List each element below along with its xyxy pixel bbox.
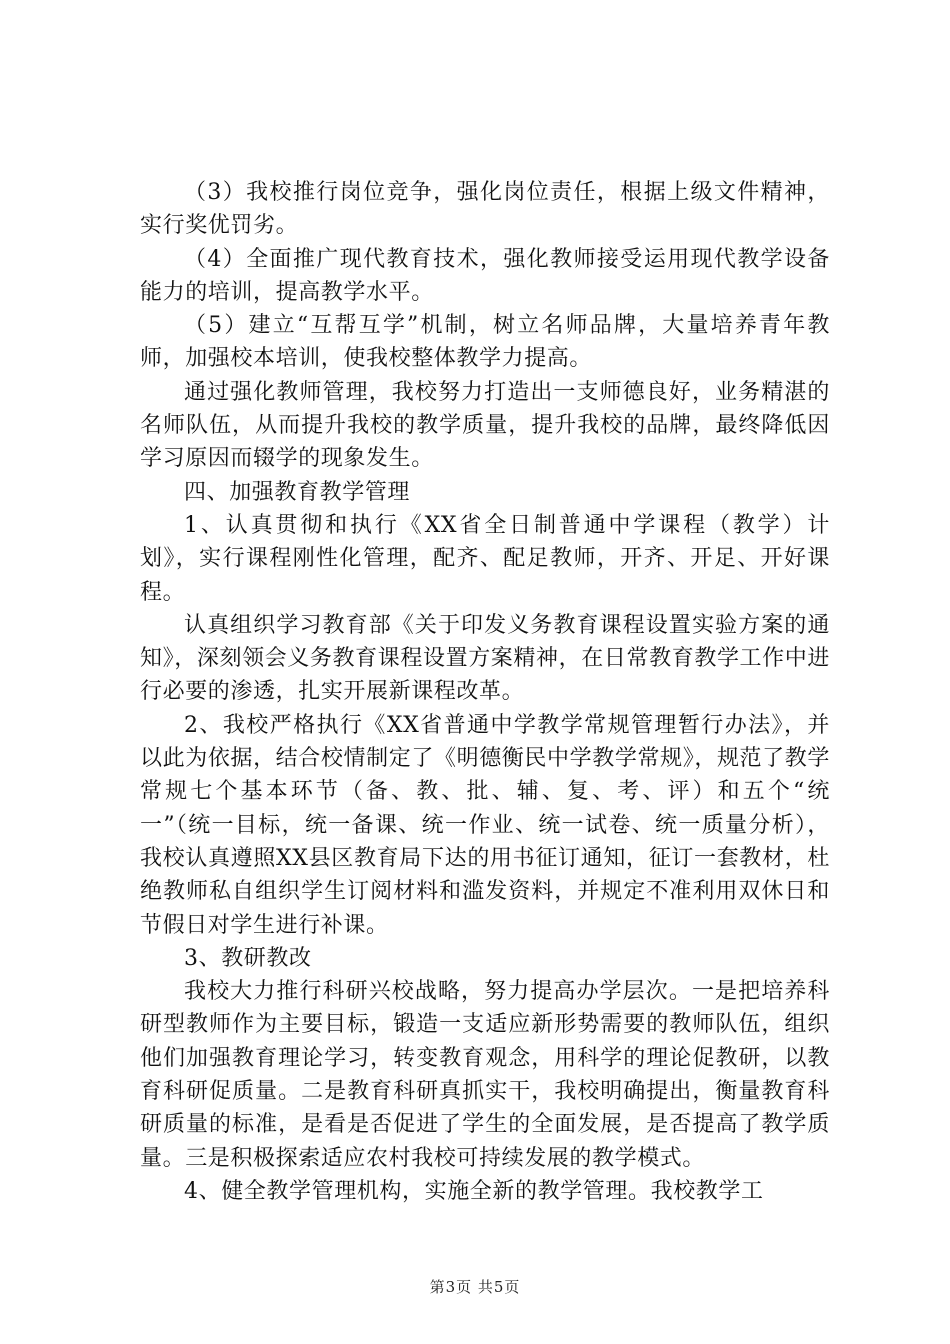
paragraph-6: 认真组织学习教育部《关于印发义务教育课程设置实验方案的通知》，深刻领会义务教育课程设置方案精神，在日常教育教学工作中进行必要的渗透，扎实开展新课程改革。 [140, 612, 830, 705]
paragraph-5: 1、认真贯彻和执行《XX省全日制普通中学课程（教学）计划》，实行课程刚性化管理，配齐、配足教师，开齐、开足、开好课程。 [140, 512, 830, 605]
paragraph-2: （4）全面推广现代教育技术，强化教师接受运用现代教学设备能力的培训，提高教学水平。 [140, 246, 830, 305]
section-heading-4: 四、加强教育教学管理 [184, 479, 411, 505]
paragraph-7: 2、我校严格执行《XX省普通中学教学常规管理暂行办法》，并以此为依据，结合校情制定了《明德衡民中学教学常规》，规范了教学常规七个基本环节（备、教、批、辅、复、考、评）和五个“统一”（统一目标，统一备课、统一作业、统一试卷、统一质量分析），我校认真遵照XX县区教育局下达的用书征订通知，征订一套教材，杜绝教师私自组织学生订阅材料和滥发资料，并规定不准利用双休日和节假日对学生进行补课。 [140, 712, 830, 938]
paragraph-9: 4、健全教学管理机构，实施全新的教学管理。我校教学工 [184, 1178, 764, 1204]
paragraph-3: （5）建立“互帮互学”机制，树立名师品牌，大量培养青年教师，加强校本培训，使我校整体教学力提高。 [140, 313, 830, 372]
page-number-footer: 第3页 共5页 [429, 1278, 521, 1296]
subheading-teaching-research: 3、教研教改 [184, 945, 312, 971]
paragraph-8: 我校大力推行科研兴校战略，努力提高办学层次。一是把培养科研型教师作为主要目标，锻造一支适应新形势需要的教师队伍，组织他们加强教育理论学习，转变教育观念，用科学的理论促教研，以教育科研促质量。二是教育科研真抓实干，我校明确提出，衡量教育科研质量的标准，是看是否促进了学生的全面发展，是否提高了教学质量。三是积极探索适应农村我校可持续发展的教学模式。 [140, 979, 830, 1171]
paragraph-4: 通过强化教师管理，我校努力打造出一支师德良好，业务精湛的名师队伍，从而提升我校的教学质量，提升我校的品牌，最终降低因学习原因而辍学的现象发生。 [140, 379, 830, 472]
paragraph-1: （3）我校推行岗位竞争，强化岗位责任，根据上级文件精神，实行奖优罚劣。 [140, 180, 830, 239]
document-body [140, 176, 830, 1208]
